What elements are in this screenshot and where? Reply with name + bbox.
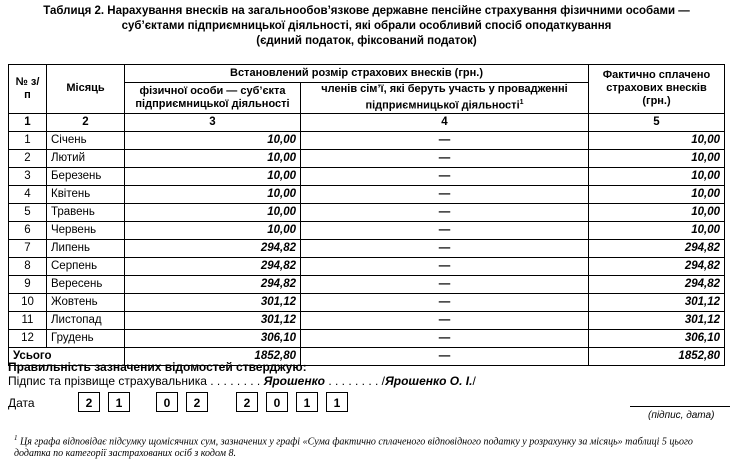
total-label: Усього (9, 347, 125, 365)
table-row (9, 131, 725, 149)
footnote: $^1$ Ця графа відповідає підсумку щомісячних сум, зазначених у графі «Сума фактично сплаченого відповідного податку у розрахунку за місяць» таблиці 5 цього додатка по категорії застрахованих осіб з кодом 8. (14, 434, 693, 460)
header-actual: Фактично сплачено страхових внесків (грн.) (589, 65, 725, 114)
signer-surname: Ярошенко (263, 374, 325, 388)
title-line-1: Таблиця 2. Нарахування внесків на загальнообов’язкове державне пенсійне страхування фізичними особами — (43, 5, 690, 17)
row-number: 4 (9, 185, 47, 203)
row-family: — (301, 167, 589, 185)
row-family: — (301, 239, 589, 257)
confirmation-text: Правильність зазначених відомостей стверджую: (8, 360, 307, 374)
row-paid: 10,00 (589, 167, 725, 185)
row-number: 8 (9, 257, 47, 275)
date-digit-box: 0 (266, 392, 288, 412)
row-month: Квітень (47, 185, 125, 203)
table-row (9, 167, 725, 185)
row-month: Червень (47, 221, 125, 239)
date-label: Дата (8, 396, 35, 410)
table-row (9, 239, 725, 257)
row-paid: 10,00 (589, 203, 725, 221)
col-number: 5 (589, 113, 725, 131)
row-number: 6 (9, 221, 47, 239)
date-digit-box: 2 (78, 392, 100, 412)
header-established: Встановлений розмір страхових внесків (грн.) (125, 65, 589, 83)
header-num: № з/п (9, 65, 47, 114)
table-row (9, 257, 725, 275)
signature-line: Підпис та прізвище страхувальника . . . . . . . . Ярошенко . . . . . . . . /Ярошенко О. І./ (8, 374, 476, 388)
date-digit-box: 2 (236, 392, 258, 412)
row-family: — (301, 131, 589, 149)
header-family: членів сім’ї, які беруть участь у провадженні підприємницької діяльності$^1$ (301, 83, 589, 114)
table-row (9, 221, 725, 239)
row-family: — (301, 257, 589, 275)
row-number: 3 (9, 167, 47, 185)
header-entrepreneur: фізичної особи — суб’єкта підприємницької діяльності (125, 83, 301, 114)
row-established: 294,82 (125, 239, 301, 257)
row-established: 10,00 (125, 149, 301, 167)
row-established: 294,82 (125, 275, 301, 293)
header-month: Місяць (47, 65, 125, 114)
row-family: — (301, 203, 589, 221)
signer-full-name: Ярошенко О. І. (385, 374, 473, 388)
table-row (9, 311, 725, 329)
date-digit-box: 2 (186, 392, 208, 412)
row-established: 10,00 (125, 131, 301, 149)
contributions-table (8, 64, 725, 366)
date-digit-box: 1 (108, 392, 130, 412)
row-established: 294,82 (125, 257, 301, 275)
title-line-3: (єдиний податок, фіксований податок) (256, 35, 477, 47)
table-row (9, 203, 725, 221)
row-established: 10,00 (125, 203, 301, 221)
row-established: 10,00 (125, 185, 301, 203)
row-number: 1 (9, 131, 47, 149)
row-established: 301,12 (125, 311, 301, 329)
date-digit-box: 0 (156, 392, 178, 412)
row-family: — (301, 149, 589, 167)
row-month: Жовтень (47, 293, 125, 311)
row-paid: 10,00 (589, 149, 725, 167)
row-paid: 10,00 (589, 221, 725, 239)
date-digit-box: 1 (326, 392, 348, 412)
row-paid: 10,00 (589, 131, 725, 149)
row-paid: 294,82 (589, 257, 725, 275)
col-number: 4 (301, 113, 589, 131)
table-row (9, 149, 725, 167)
row-paid: 301,12 (589, 293, 725, 311)
row-month: Грудень (47, 329, 125, 347)
table-row (9, 293, 725, 311)
table-row (9, 185, 725, 203)
row-month: Вересень (47, 275, 125, 293)
total-paid: 1852,80 (589, 347, 725, 365)
row-paid: 294,82 (589, 239, 725, 257)
row-month: Травень (47, 203, 125, 221)
date-digit-box: 1 (296, 392, 318, 412)
row-established: 301,12 (125, 293, 301, 311)
row-number: 7 (9, 239, 47, 257)
row-established: 10,00 (125, 167, 301, 185)
row-family: — (301, 293, 589, 311)
col-number: 2 (47, 113, 125, 131)
row-paid: 301,12 (589, 311, 725, 329)
total-established: 1852,80 (125, 347, 301, 365)
row-family: — (301, 185, 589, 203)
table-row (9, 275, 725, 293)
col-number: 1 (9, 113, 47, 131)
table-title (0, 4, 733, 49)
row-paid: 306,10 (589, 329, 725, 347)
row-month: Березень (47, 167, 125, 185)
column-numbers-row (9, 113, 725, 131)
row-number: 12 (9, 329, 47, 347)
row-family: — (301, 311, 589, 329)
row-family: — (301, 329, 589, 347)
total-family: — (301, 347, 589, 365)
row-month: Січень (47, 131, 125, 149)
row-number: 10 (9, 293, 47, 311)
row-month: Серпень (47, 257, 125, 275)
row-number: 5 (9, 203, 47, 221)
row-established: 10,00 (125, 221, 301, 239)
table-row (9, 329, 725, 347)
col-number: 3 (125, 113, 301, 131)
row-month: Липень (47, 239, 125, 257)
row-paid: 10,00 (589, 185, 725, 203)
row-established: 306,10 (125, 329, 301, 347)
title-line-2: суб’єктами підприємницької діяльності, які обрали особливий спосіб оподаткування (121, 20, 612, 32)
row-month: Лютий (47, 149, 125, 167)
row-number: 11 (9, 311, 47, 329)
row-family: — (301, 221, 589, 239)
row-number: 9 (9, 275, 47, 293)
signature-caption: (підпис, дата) (648, 410, 715, 421)
row-family: — (301, 275, 589, 293)
signature-underline (630, 406, 730, 407)
row-number: 2 (9, 149, 47, 167)
row-paid: 294,82 (589, 275, 725, 293)
row-month: Листопад (47, 311, 125, 329)
